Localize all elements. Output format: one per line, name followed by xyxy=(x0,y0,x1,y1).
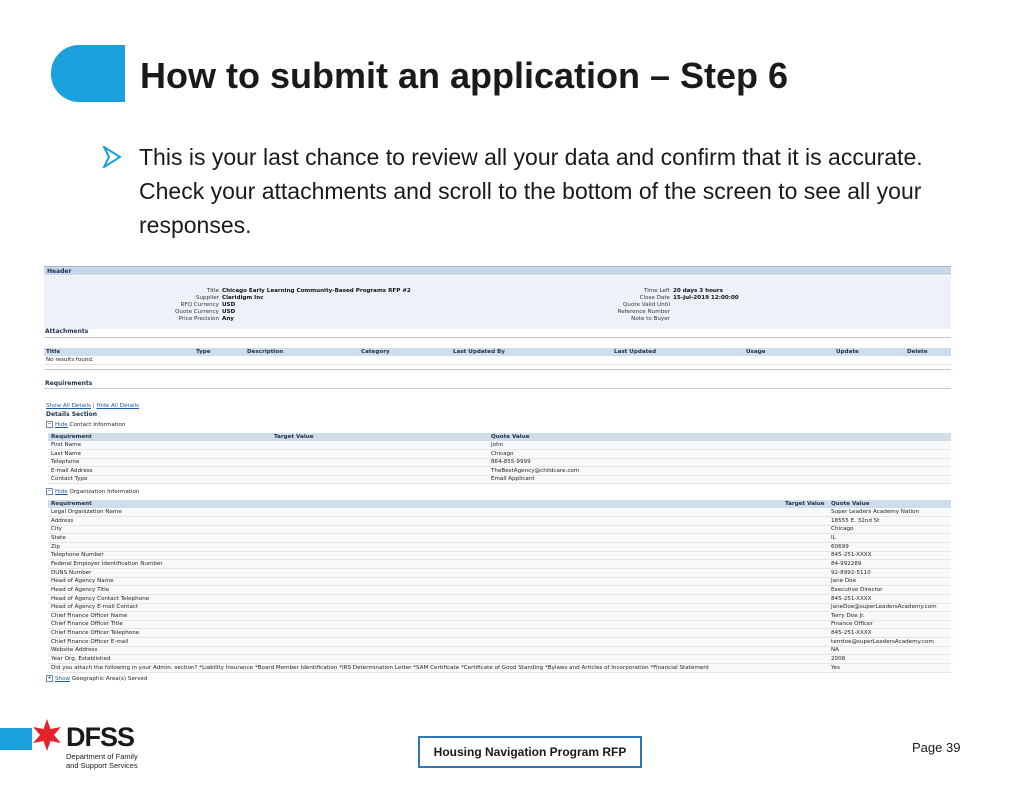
hide-all-details-link[interactable]: Hide All Details xyxy=(96,403,140,409)
quote-value-cell: Terry Doe Jr. xyxy=(831,612,865,619)
quote-value-cell: 60699 xyxy=(831,543,849,550)
divider xyxy=(44,388,951,389)
field-label: Quote Valid Until xyxy=(623,302,670,308)
header-section-bar: Header xyxy=(44,266,951,275)
field-value: 15-Jul-2019 12:00:00 xyxy=(673,295,739,301)
geo-area-toggle[interactable] xyxy=(46,675,147,682)
column-header: Usage xyxy=(746,349,766,355)
contact-info-toggle[interactable] xyxy=(46,421,125,428)
table-row xyxy=(48,620,951,629)
org-info-table xyxy=(48,500,951,672)
dfss-logo-text: DFSS xyxy=(66,722,135,752)
column-header: Target Value xyxy=(785,501,825,507)
quote-value-cell: JaneDoe@superLeadersAcademy.com xyxy=(831,604,937,611)
collapse-icon[interactable]: − xyxy=(47,421,52,427)
header-field xyxy=(590,288,723,295)
hide-contact-link[interactable]: Hide xyxy=(55,422,68,428)
collapse-icon[interactable]: − xyxy=(47,488,52,494)
field-value: USD xyxy=(222,302,236,308)
column-header: Quote Value xyxy=(831,501,870,507)
dfss-logo-subtitle: Department of Family and Support Services xyxy=(66,752,138,770)
quote-value-cell: 18555 E. 32nd St xyxy=(831,517,880,524)
quote-value-cell: Executive Director xyxy=(831,586,883,593)
field-label: Quote Currency xyxy=(175,309,219,315)
requirement-cell: E-mail Address xyxy=(51,467,93,474)
header-field xyxy=(144,302,235,309)
quote-value-cell: 2008 xyxy=(831,656,846,663)
slide-title: How to submit an application – Step 6 xyxy=(140,55,789,96)
requirement-cell: First Name xyxy=(51,442,82,448)
field-value: Chicago Early Learning Community-Based Programs RFP #2 xyxy=(222,288,411,294)
quote-value-cell: 84-992289 xyxy=(831,560,862,567)
requirement-cell: Telephone Number xyxy=(51,552,104,559)
requirement-cell: Last Name xyxy=(51,450,81,457)
no-results-text: No results found. xyxy=(46,357,94,363)
column-header: Requirement xyxy=(51,434,92,440)
table-row xyxy=(48,560,951,569)
requirement-cell: Chief Finance Officer Name xyxy=(51,612,128,619)
requirement-cell: Chief Finance Officer Telephone xyxy=(51,630,140,637)
requirement-cell: Head of Agency Name xyxy=(51,578,114,585)
quote-value-cell: terrdoe@superLeadersAcademy.com xyxy=(831,638,934,645)
quote-value-cell: 845-251-XXXX xyxy=(831,552,872,559)
field-value: USD xyxy=(222,309,236,315)
arrow-bullet-icon xyxy=(102,146,122,168)
requirements-label: Requirements xyxy=(45,380,93,387)
quote-value-cell: 92-8992-5110 xyxy=(831,569,871,576)
column-header: Update xyxy=(836,349,859,355)
attachments-table-header xyxy=(44,348,951,356)
org-info-toggle[interactable] xyxy=(46,488,139,495)
field-value: Any xyxy=(222,316,234,322)
footer-program-label: Housing Navigation Program RFP xyxy=(418,736,642,768)
table-row xyxy=(48,508,951,517)
table-row xyxy=(48,543,951,552)
table-row xyxy=(48,569,951,578)
header-field xyxy=(590,295,739,302)
requirement-cell: Address xyxy=(51,517,74,524)
field-value: Claridigm Inc xyxy=(222,295,264,301)
quote-value-cell: Chicago xyxy=(831,526,854,533)
quote-value-cell: Chicago xyxy=(491,450,514,457)
hide-org-link[interactable]: Hide xyxy=(55,489,68,495)
table-row xyxy=(48,595,951,604)
bullet-text: This is your last chance to review all your data and confirm that it is accurate. Check your attachments and scroll to the bottom of the screen to see all your responses. xyxy=(139,144,923,238)
org-table-header xyxy=(48,500,951,508)
column-header: Target Value xyxy=(274,434,314,440)
requirement-cell: Telephone xyxy=(51,459,80,465)
table-row xyxy=(48,534,951,543)
divider xyxy=(44,369,951,370)
expand-icon[interactable]: + xyxy=(47,675,52,681)
quote-value-cell: Super Leaders Academy Nation xyxy=(831,509,920,515)
quote-value-cell: 864-855-9999 xyxy=(491,459,531,465)
attachments-empty-row xyxy=(44,356,951,365)
divider xyxy=(44,337,951,338)
details-section-label: Details Section xyxy=(46,411,98,418)
contact-info-label: Contact Information xyxy=(69,422,126,428)
requirement-cell: Website Address xyxy=(51,647,98,654)
quote-value-cell: TheBestAgency@childcare.com xyxy=(491,467,580,474)
contact-table-header xyxy=(48,433,951,441)
table-row xyxy=(48,475,951,484)
requirement-cell: Federal Employer Identification Number xyxy=(51,560,163,567)
table-row xyxy=(48,603,951,612)
field-label: Time Left xyxy=(644,288,670,294)
quote-value-cell: John xyxy=(491,442,504,448)
field-label: Close Date xyxy=(639,295,670,301)
quote-value-cell: 845-251-XXXX xyxy=(831,630,872,637)
header-field xyxy=(144,309,235,316)
column-header: Quote Value xyxy=(491,434,530,440)
table-row xyxy=(48,638,951,647)
quote-value-cell: Finance Officer xyxy=(831,621,873,628)
requirement-cell: Legal Organization Name xyxy=(51,509,122,515)
field-label: Supplier xyxy=(195,295,219,301)
requirement-cell: Chief Finance Officer Title xyxy=(51,621,123,628)
table-row xyxy=(48,646,951,655)
header-field xyxy=(144,288,411,295)
show-geo-link[interactable]: Show xyxy=(55,676,71,682)
header-field xyxy=(144,295,264,302)
attachments-label: Attachments xyxy=(45,328,89,335)
table-row xyxy=(48,612,951,621)
requirement-cell: DUNS Number xyxy=(51,569,92,576)
title-accent-shape xyxy=(51,45,125,102)
field-label: Price Precision xyxy=(178,316,219,322)
show-all-details-link[interactable]: Show All Details xyxy=(46,403,91,409)
field-label: RFQ Currency xyxy=(180,302,219,308)
column-header: Type xyxy=(196,349,211,355)
details-toggle-links: Show All Details | Hide All Details xyxy=(46,403,140,409)
contact-info-table xyxy=(48,433,951,484)
requirement-cell: Head of Agency Title xyxy=(51,586,110,593)
requirement-cell: Head of Agency E-mail Contact xyxy=(51,604,139,611)
quote-value-cell: Email Applicant xyxy=(491,476,535,482)
quote-value-cell: Yes xyxy=(831,664,841,671)
requirement-cell: Did you attach the following in your Admin. section? *Liability Insurance *Board Member Identification *IRS Determination Letter *SAM Certificate *Certificate of Good Standing *Bylaws and Articles of Incorporation *Financial Statement xyxy=(51,664,709,671)
column-header: Last Updated By xyxy=(453,349,505,355)
org-info-label: Organization Information xyxy=(69,489,140,495)
rfq-review-screenshot xyxy=(44,266,956,686)
geo-area-label: Geographic Area(s) Served xyxy=(71,676,148,682)
table-row xyxy=(48,586,951,595)
column-header: Title xyxy=(46,349,61,355)
field-label: Title xyxy=(207,288,219,294)
quote-value-cell: NA xyxy=(831,647,840,654)
requirement-cell: Chief Finance Officer E-mail xyxy=(51,638,129,645)
quote-value-cell: IL xyxy=(831,534,836,541)
table-row xyxy=(48,517,951,526)
header-field xyxy=(144,316,234,323)
column-header: Category xyxy=(361,349,390,355)
quote-value-cell: Jane Doe xyxy=(831,578,857,585)
chicago-star-icon xyxy=(30,718,64,752)
table-row xyxy=(48,525,951,534)
column-header: Description xyxy=(247,349,284,355)
field-label: Note to Buyer xyxy=(631,316,670,322)
requirement-cell: Head of Agency Contact Telephone xyxy=(51,595,150,602)
table-row xyxy=(48,551,951,560)
field-value: 20 days 3 hours xyxy=(673,288,723,294)
quote-value-cell: 845-251-XXXX xyxy=(831,595,872,602)
logo-accent-bar xyxy=(0,728,32,750)
column-header: Requirement xyxy=(51,501,92,507)
header-field xyxy=(590,302,673,309)
requirement-cell: Year Org. Established xyxy=(51,656,111,663)
table-row xyxy=(48,655,951,664)
column-header: Delete xyxy=(907,349,928,355)
field-label: Reference Number xyxy=(617,309,670,315)
requirement-cell: City xyxy=(51,526,62,533)
column-header: Last Updated xyxy=(614,349,657,355)
table-row xyxy=(48,629,951,638)
header-field xyxy=(590,309,673,316)
page-number: Page 39 xyxy=(912,740,961,755)
table-row xyxy=(48,664,951,673)
requirement-cell: Zip xyxy=(51,543,60,550)
header-field xyxy=(590,316,673,323)
requirement-cell: State xyxy=(51,534,66,541)
table-row xyxy=(48,577,951,586)
requirement-cell: Contact Type xyxy=(51,476,88,482)
